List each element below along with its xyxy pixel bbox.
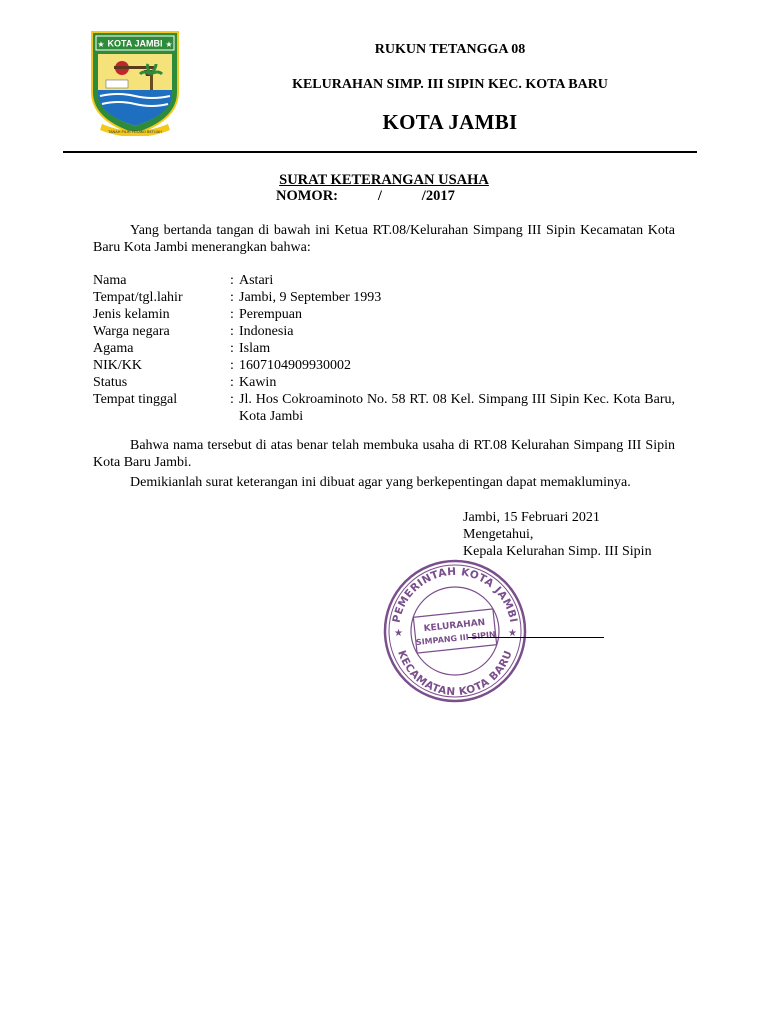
svg-text:★: ★ [97, 40, 105, 49]
field-label-status: Status [93, 375, 128, 390]
svg-text:★: ★ [394, 628, 403, 639]
svg-text:PEMERINTAH KOTA JAMBI [391, 566, 520, 624]
field-label-name: Nama [93, 273, 127, 288]
logo-motto-text: TANAH PILIH PESAKO BETUAH [108, 130, 162, 134]
letterhead-kelurahan: KELURAHAN SIMP. III SIPIN KEC. KOTA BARU [292, 77, 608, 92]
stamp-inner-line1: KELURAHAN [423, 617, 486, 635]
letterhead-rt: RUKUN TETANGGA 08 [374, 42, 526, 57]
document-title: SURAT KETERANGAN USAHA [279, 172, 489, 188]
signature-position: Kepala Kelurahan Simp. III Sipin [463, 544, 652, 559]
signature-line [468, 637, 604, 638]
city-logo [88, 30, 182, 136]
official-stamp [382, 558, 528, 704]
field-label-citizenship: Warga negara [93, 324, 170, 339]
letterhead-divider [63, 151, 697, 153]
field-value-nik: : 1607104909930002 [230, 358, 351, 373]
stamp-inner-line2: SIMPANG III SIPIN [415, 629, 497, 648]
field-value-name: : Astari [230, 273, 274, 288]
letterhead-city: KOTA JAMBI [382, 110, 518, 134]
field-value-address: : Jl. Hos Cokroaminoto No. 58 RT. 08 Kel. Simpang III Sipin Kec. Kota Baru, Kota Jambi [230, 392, 675, 424]
field-label-gender: Jenis kelamin [93, 307, 170, 322]
logo-banner-text: KOTA JAMBI [107, 38, 163, 49]
document-number: NOMOR: / /2017 [276, 188, 455, 204]
stamp-outer-bottom: KECAMATAN KOTA BARU [395, 648, 515, 699]
closing-paragraph: Demikianlah surat keterangan ini dibuat agar yang berkepentingan dapat memakluminya. [130, 475, 631, 490]
field-value-gender: : Perempuan [230, 307, 302, 322]
field-value-status: : Kawin [230, 375, 277, 390]
svg-text:★: ★ [165, 40, 173, 49]
signature-place-date: Jambi, 15 Februari 2021 [463, 510, 600, 525]
field-value-birth: : Jambi, 9 September 1993 [230, 290, 382, 305]
svg-text:KECAMATAN KOTA BARU [395, 649, 515, 698]
field-value-religion: : Islam [230, 341, 271, 356]
field-label-address: Tempat tinggal [93, 392, 178, 407]
statement-paragraph: Bahwa nama tersebut di atas benar telah membuka usaha di RT.08 Kelurahan Simpang III Sipin Kota Baru Jambi. [93, 438, 675, 470]
field-label-religion: Agama [93, 341, 134, 356]
stamp-outer-top: PEMERINTAH KOTA JAMBI [390, 565, 520, 624]
field-value-citizenship: : Indonesia [230, 324, 294, 339]
signature-acknowledged: Mengetahui, [463, 527, 534, 542]
field-label-birth: Tempat/tgl.lahir [93, 290, 183, 305]
field-label-nik: NIK/KK [93, 358, 142, 373]
opening-paragraph: Yang bertanda tangan di bawah ini Ketua RT.08/Kelurahan Simpang III Sipin Kecamatan Kota Baru Kota Jambi menerangkan bahwa: [93, 223, 675, 255]
svg-text:★: ★ [508, 628, 517, 639]
